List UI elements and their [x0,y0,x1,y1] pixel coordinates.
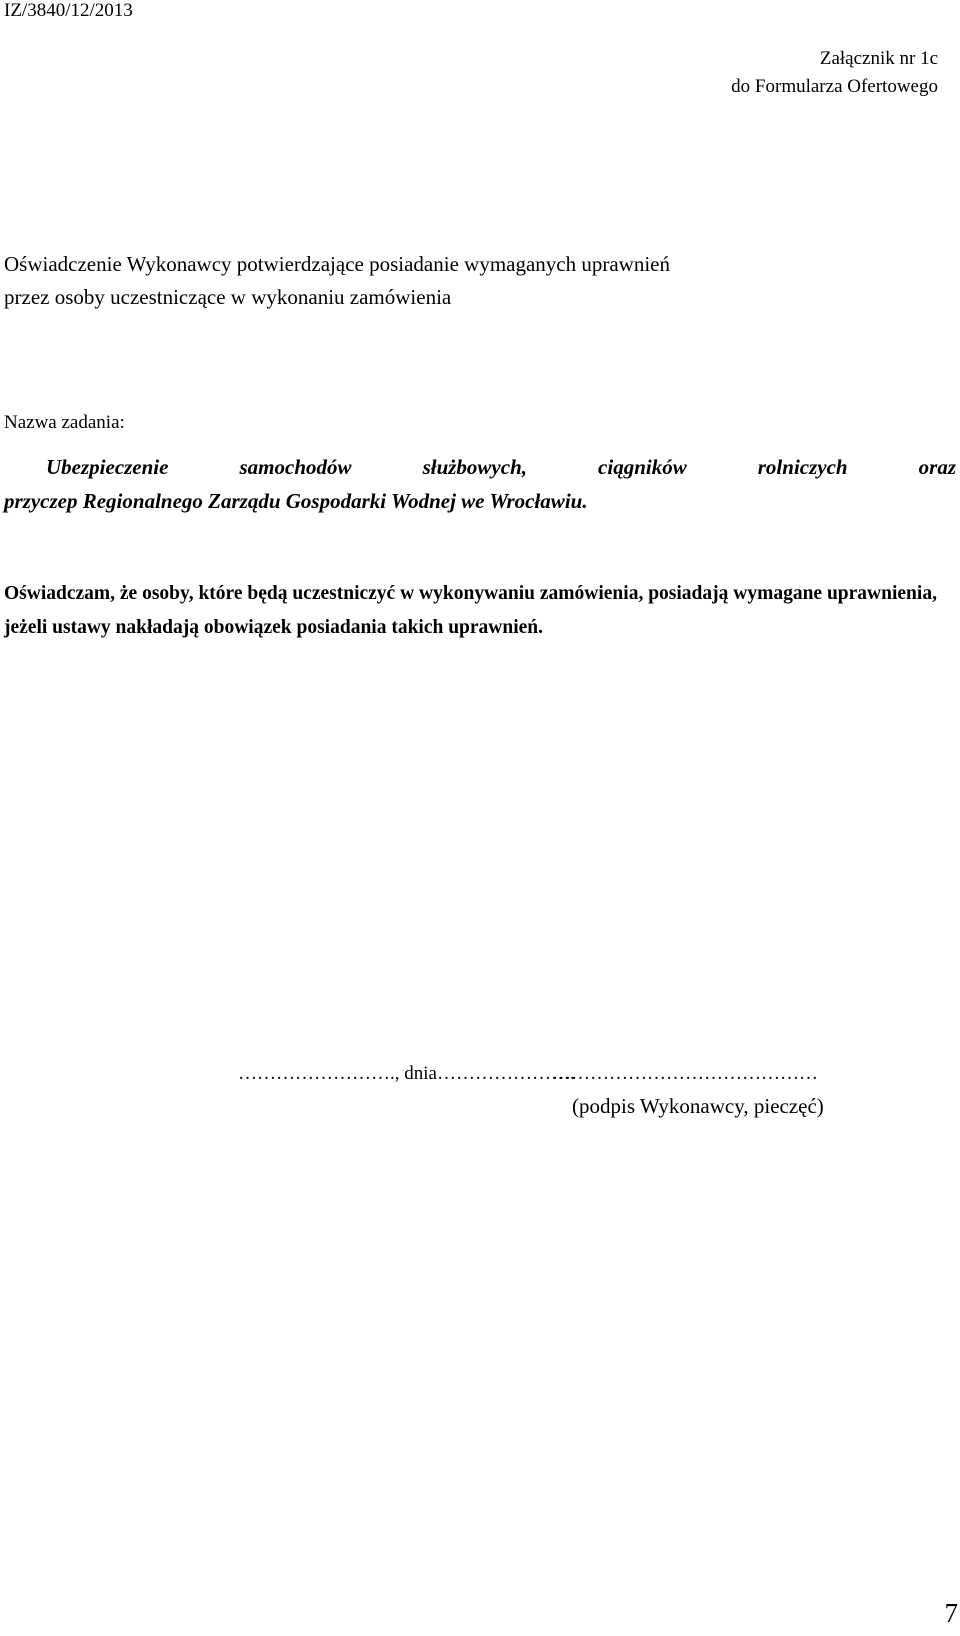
signature-line: …………………………………… [552,1063,818,1084]
task-name [4,450,956,518]
declaration-statement: Oświadczam, że osoby, które będą uczestniczyć w wykonywaniu zamówienia, posiadają wymagane uprawnienia, jeżeli ustawy nakładają obowiązek posiadania takich uprawnień. [4,583,937,638]
place-date-line: ……………………., dnia…………………. [238,1063,575,1084]
task-name-line1: Ubezpieczenie samochodów służbowych, ciągników rolniczych oraz [46,455,956,479]
annex-subtitle: do Formularza Ofertowego [731,76,938,97]
declaration-title-line2: przez osoby uczestniczące w wykonaniu zamówienia [4,285,452,309]
document-reference-number: IZ/3840/12/2013 [4,0,133,21]
signature-caption: (podpis Wykonawcy, pieczęć) [572,1094,824,1118]
task-name-line2: przyczep Regionalnego Zarządu Gospodarki Wodnej we Wrocławiu. [4,489,588,513]
declaration-title-line1: Oświadczenie Wykonawcy potwierdzające posiadanie wymaganych uprawnień [4,252,671,276]
page-number: 7 [944,1598,958,1628]
annex-number: Załącznik nr 1c [819,48,938,69]
task-name-label: Nazwa zadania: [4,412,125,433]
